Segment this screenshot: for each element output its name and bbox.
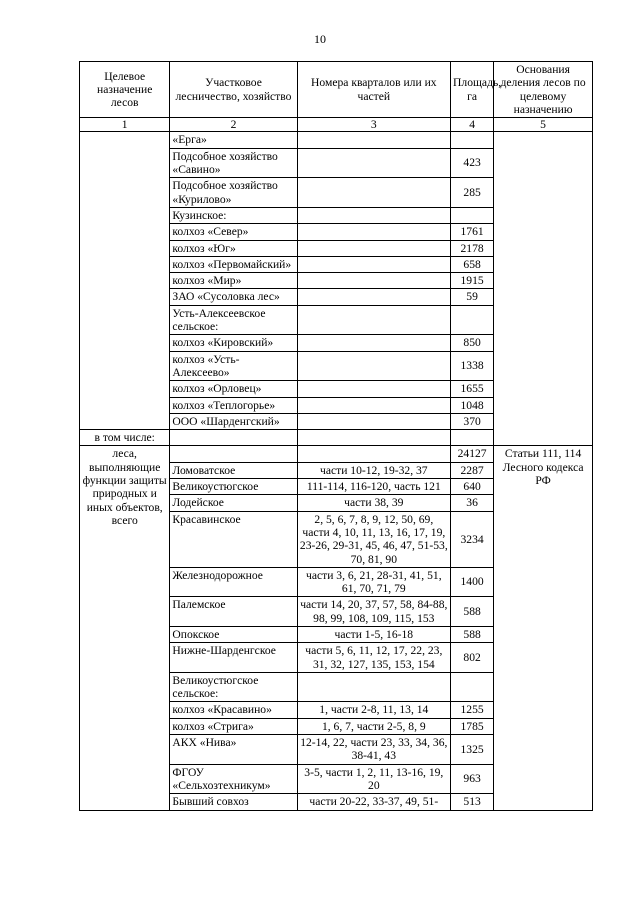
area-value: 1761 (451, 224, 494, 240)
page-number: 10 (314, 32, 326, 46)
empty-cell (170, 430, 297, 446)
area-value: 285 (451, 178, 494, 208)
area-value: 2287 (451, 462, 494, 478)
forestry-name: колхоз «Стрига» (170, 718, 297, 734)
area-value: 588 (451, 626, 494, 642)
column-number-row (80, 118, 593, 132)
empty-cell (451, 430, 494, 446)
quarter-parts: части 5, 6, 11, 12, 17, 22, 23, 31, 32, 127, 135, 153, 154 (297, 643, 450, 673)
quarter-parts: части 10-12, 19-32, 37 (297, 462, 450, 478)
area-value: 1915 (451, 273, 494, 289)
forestry-name: колхоз «Орловец» (170, 381, 297, 397)
area-value: 370 (451, 413, 494, 429)
column-number: 2 (170, 118, 297, 132)
forestry-name: Великоустюгское (170, 479, 297, 495)
quarter-parts (297, 256, 450, 272)
area-value: 640 (451, 479, 494, 495)
forestry-name: Опокское (170, 626, 297, 642)
area-value (451, 305, 494, 335)
empty-cell (170, 446, 297, 462)
area-value: 2178 (451, 240, 494, 256)
quarter-parts: части 1-5, 16-18 (297, 626, 450, 642)
quarter-parts (297, 224, 450, 240)
quarter-parts: 1, 6, 7, части 2-5, 8, 9 (297, 718, 450, 734)
area-value: 588 (451, 597, 494, 627)
basis-protective: Статьи 111, 114 Лесного кодекса РФ (494, 446, 593, 810)
forestry-name: Нижне-Шарденгское (170, 643, 297, 673)
forestry-name: Красавинское (170, 511, 297, 567)
quarter-parts (297, 132, 450, 148)
forest-purpose-table (79, 61, 593, 811)
area-value: 850 (451, 335, 494, 351)
forestry-name: Бывший совхоз (170, 794, 297, 810)
area-value: 1785 (451, 718, 494, 734)
quarter-parts: части 14, 20, 37, 57, 58, 84-88, 98, 99, 108, 109, 115, 153 (297, 597, 450, 627)
area-value: 59 (451, 289, 494, 305)
forestry-name: колхоз «Усть-Алексеево» (170, 351, 297, 381)
forestry-name: колхоз «Первомайский» (170, 256, 297, 272)
quarter-parts (297, 178, 450, 208)
forestry-name: колхоз «Мир» (170, 273, 297, 289)
quarter-parts: части 20-22, 33-37, 49, 51- (297, 794, 450, 810)
header-basis: Основания деления лесов по целевому назначению (494, 62, 593, 118)
quarter-parts (297, 397, 450, 413)
column-number: 3 (297, 118, 450, 132)
area-value: 513 (451, 794, 494, 810)
forestry-name: колхоз «Север» (170, 224, 297, 240)
quarter-parts (297, 273, 450, 289)
quarter-parts (297, 381, 450, 397)
basis-cell-empty (494, 132, 593, 446)
quarter-parts (297, 305, 450, 335)
quarter-parts: 111-114, 116-120, часть 121 (297, 479, 450, 495)
quarter-parts (297, 207, 450, 223)
forestry-name: Лодейское (170, 495, 297, 511)
forestry-name: Подсобное хозяйство «Савино» (170, 148, 297, 178)
area-value: 1048 (451, 397, 494, 413)
quarter-parts: части 38, 39 (297, 495, 450, 511)
forestry-name: Ломоватское (170, 462, 297, 478)
area-value: 1655 (451, 381, 494, 397)
forestry-name: Великоустюгское сельское: (170, 672, 297, 702)
total-row (80, 446, 593, 462)
forestry-name: Подсобное хозяйство «Курилово» (170, 178, 297, 208)
area-value: 658 (451, 256, 494, 272)
forestry-name: колхоз «Кировский» (170, 335, 297, 351)
forestry-name: Железнодорожное (170, 567, 297, 597)
empty-cell (297, 446, 450, 462)
purpose-cell-empty (80, 132, 170, 430)
forestry-name: колхоз «Теплогорье» (170, 397, 297, 413)
area-value: 963 (451, 764, 494, 794)
quarter-parts (297, 672, 450, 702)
forestry-name: колхоз «Красавино» (170, 702, 297, 718)
column-number: 4 (451, 118, 494, 132)
quarter-parts (297, 351, 450, 381)
header-quarters: Номера кварталов или их частей (297, 62, 450, 118)
area-value: 1325 (451, 735, 494, 765)
purpose-protective: леса, выполняющие функции защиты природных и иных объектов, всего (80, 446, 170, 810)
quarter-parts: 2, 5, 6, 7, 8, 9, 12, 50, 69, части 4, 10, 11, 13, 16, 17, 19, 23-26, 29-31, 45, 46, 47, 51-53, 70, 81, 90 (297, 511, 450, 567)
header-forestry: Участковое лесничество, хозяйство (170, 62, 297, 118)
forestry-name: АКХ «Нива» (170, 735, 297, 765)
quarter-parts (297, 240, 450, 256)
quarter-parts (297, 148, 450, 178)
area-value (451, 672, 494, 702)
area-value: 802 (451, 643, 494, 673)
empty-cell (297, 430, 450, 446)
total-area: 24127 (451, 446, 494, 462)
quarter-parts: 3-5, части 1, 2, 11, 13-16, 19, 20 (297, 764, 450, 794)
header-area: Площадь, га (451, 62, 494, 118)
quarter-parts: части 3, 6, 21, 28-31, 41, 51, 61, 70, 71, 79 (297, 567, 450, 597)
quarter-parts (297, 335, 450, 351)
forestry-name: «Ерга» (170, 132, 297, 148)
forestry-name: ФГОУ «Сельхозтехникум» (170, 764, 297, 794)
forestry-name: Усть-Алексеевское сельское: (170, 305, 297, 335)
quarter-parts (297, 289, 450, 305)
forestry-name: ЗАО «Сусоловка лес» (170, 289, 297, 305)
forestry-name: Палемское (170, 597, 297, 627)
forestry-name: Кузинское: (170, 207, 297, 223)
table-body (80, 132, 593, 810)
area-value: 36 (451, 495, 494, 511)
forestry-name: колхоз «Юг» (170, 240, 297, 256)
header-purpose: Целевое назначение лесов (80, 62, 170, 118)
quarter-parts: 1, части 2-8, 11, 13, 14 (297, 702, 450, 718)
quarter-parts: 12-14, 22, части 23, 33, 34, 36, 38-41, 43 (297, 735, 450, 765)
quarter-parts (297, 413, 450, 429)
area-value (451, 132, 494, 148)
column-number: 1 (80, 118, 170, 132)
area-value: 3234 (451, 511, 494, 567)
column-number: 5 (494, 118, 593, 132)
area-value: 1255 (451, 702, 494, 718)
table-row (80, 132, 593, 148)
header-row (80, 62, 593, 118)
forestry-name: ООО «Шарденгский» (170, 413, 297, 429)
area-value (451, 207, 494, 223)
area-value: 423 (451, 148, 494, 178)
area-value: 1338 (451, 351, 494, 381)
including-label: в том числе: (80, 430, 170, 446)
area-value: 1400 (451, 567, 494, 597)
